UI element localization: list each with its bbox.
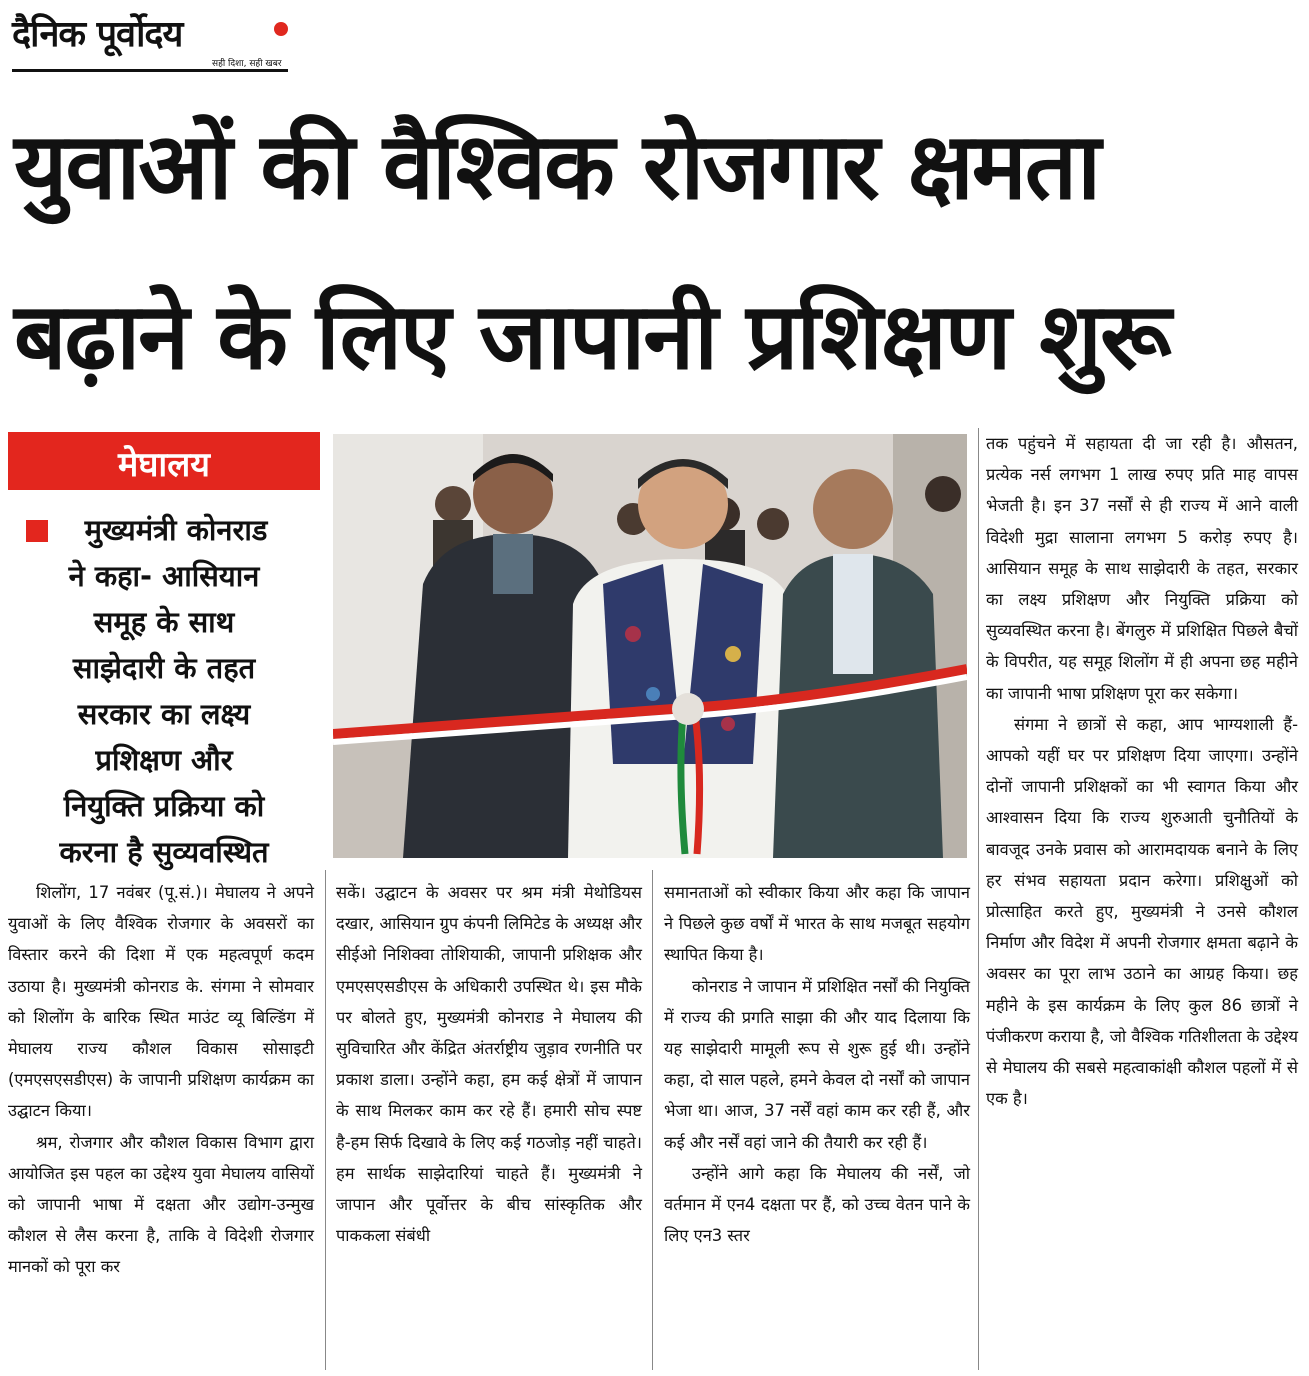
article-column-4 [986, 428, 1298, 1114]
summary-line: नियुक्ति प्रक्रिया को [63, 789, 265, 823]
article-paragraph: सकें। उद्घाटन के अवसर पर श्रम मंत्री मेथोडियस दखार, आसियान ग्रुप कंपनी लिमिटेड के अध्यक्ष और सीईओ निशिक्वा तोशियाकी, जापानी प्रशिक्षक और एमएसएसडीएस के अधिकारी उपस्थित थे। इस मौके पर बोलते हुए, मुख्यमंत्री कोनराड ने मेघालय की सुविचारित और केंद्रित अंतर्राष्ट्रीय जुड़ाव रणनीति पर प्रकाश डाला। उन्होंने कहा, हम कई क्षेत्रों में जापान के साथ मिलकर काम कर रहे हैं। हमारी सोच स्पष्ट है-हम सिर्फ दिखावे के लिए कई गठजोड़ नहीं चाहते। हम सार्थक साझेदारियां चाहते हैं। मुख्यमंत्री ने जापान और पूर्वोत्तर के बीच सांस्कृतिक और पाककला संबंधी [336, 883, 642, 1246]
summary-line: समूह के साथ [93, 605, 235, 639]
article-paragraph: संगमा ने छात्रों से कहा, आप भाग्यशाली हैं-आपको यहीं घर पर प्रशिक्षण दिया जाएगा। उन्होंने दोनों जापानी प्रशिक्षकों का भी स्वागत किया और आश्वासन दिया कि राज्य शुरुआती चुनौतियों के बावजूद उनके प्रवास को आरामदायक बनाने के लिए हर संभव सहायता प्रदान करेगा। प्रशिक्षुओं को प्रोत्साहित करते हुए, मुख्यमंत्री ने उनसे कौशल निर्माण और विदेश में अपनी रोजगार क्षमता बढ़ाने के अवसर का पूरा लाभ उठाने का आग्रह किया। छह महीने के इस कार्यक्रम के लिए कुल 86 छात्रों ने पंजीकरण कराया है, जो वैश्विक गतिशीलता के उद्देश्य से मेघालय की सबसे महत्वाकांक्षी कौशल पहलों में से एक है। [986, 714, 1298, 1109]
article-paragraph: तक पहुंचने में सहायता दी जा रही है। औसतन, प्रत्येक नर्स लगभग 1 लाख रुपए प्रति माह वापस भेजती है। इन 37 नर्सों से ही राज्य में आने वाली विदेशी मुद्रा सालाना लगभग 5 करोड़ रुपए है। आसियान समूह के साथ साझेदारी के तहत, सरकार का लक्ष्य प्रशिक्षण और नियुक्ति प्रक्रिया को सुव्यवस्थित करना है। बेंगलुरु में प्रशिक्षित पिछले बैचों के विपरीत, यह समूह शिलोंग में ही अपना छह महीने का जापानी भाषा प्रशिक्षण पूरा कर सकेगा। [986, 434, 1298, 703]
column-divider [325, 870, 326, 1370]
article-paragraph: उन्होंने आगे कहा कि मेघालय की नर्सें, जो वर्तमान में एन4 दक्षता पर हैं, को उच्च वेतन पाने के लिए एन3 स्तर [664, 1163, 970, 1246]
ribbon-cutting-illustration [333, 434, 967, 858]
summary-line: मुख्यमंत्री कोनराड [84, 513, 268, 547]
column-divider [652, 870, 653, 1370]
newspaper-tagline: सही दिशा, सही खबर [212, 59, 282, 69]
masthead-dot-icon [274, 22, 288, 36]
summary-line: करना है सुव्यवस्थित [59, 835, 269, 869]
article-column-3 [664, 877, 970, 1251]
article-paragraph: कोनराड ने जापान में प्रशिक्षित नर्सों की नियुक्ति में राज्य की प्रगति साझा की और याद दिलाया कि यह साझेदारी मामूली रूप से शुरू हुई थी। उन्होंने कहा, दो साल पहले, हमने केवल दो नर्सों को जापान भेजा था। आज, 37 नर्सें वहां काम कर रही हैं, और कई और नर्सें वहां जाने की तैयारी कर रही हैं। [664, 976, 970, 1152]
masthead-rule [12, 69, 288, 72]
column-divider [978, 428, 979, 1370]
article-paragraph: श्रम, रोजगार और कौशल विकास विभाग द्वारा आयोजित इस पहल का उद्देश्य युवा मेघालय वासियों को जापानी भाषा में दक्षता और उद्योग-उन्मुख कौशल से लैस करना है, ताकि वे विदेशी रोजगार मानकों को पूरा कर [8, 1132, 314, 1277]
article-column-1 [8, 877, 314, 1283]
article-paragraph: समानताओं को स्वीकार किया और कहा कि जापान ने पिछले कुछ वर्षों में भारत के साथ मजबूत सहयोग स्थापित किया है। [664, 883, 970, 965]
summary-line: ने कहा- आसियान [68, 559, 260, 593]
article-column-2 [336, 877, 642, 1251]
event-photo [333, 434, 967, 858]
summary-line: सरकार का लक्ष्य [77, 697, 251, 731]
article-paragraph: शिलोंग, 17 नवंबर (पू.सं.)। मेघालय ने अपने युवाओं के लिए वैश्विक रोजगार के अवसरों का विस्तार करने की दिशा में एक महत्वपूर्ण कदम उठाया है। मुख्यमंत्री कोनराड के. संगमा ने सोमवार को शिलोंग के बारिक स्थित माउंट व्यू बिल्डिंग में मेघालय राज्य कौशल विकास सोसाइटी (एमएसएसडीएस) के जापानी प्रशिक्षण कार्यक्रम का उद्घाटन किया। [8, 883, 314, 1121]
masthead [12, 8, 288, 72]
summary-line: प्रशिक्षण और [95, 743, 233, 777]
section-tag [8, 432, 320, 490]
summary-line: साझेदारी के तहत [72, 651, 256, 685]
newspaper-name: दैनिक पूर्वोदय [12, 14, 183, 55]
headline-line-2: बढ़ाने के लिए जापानी प्रशिक्षण शुरू [14, 283, 1170, 390]
section-tag-label: मेघालय [117, 445, 210, 485]
headline-line-1: युवाओं की वैश्विक रोजगार क्षमता [14, 113, 1100, 220]
